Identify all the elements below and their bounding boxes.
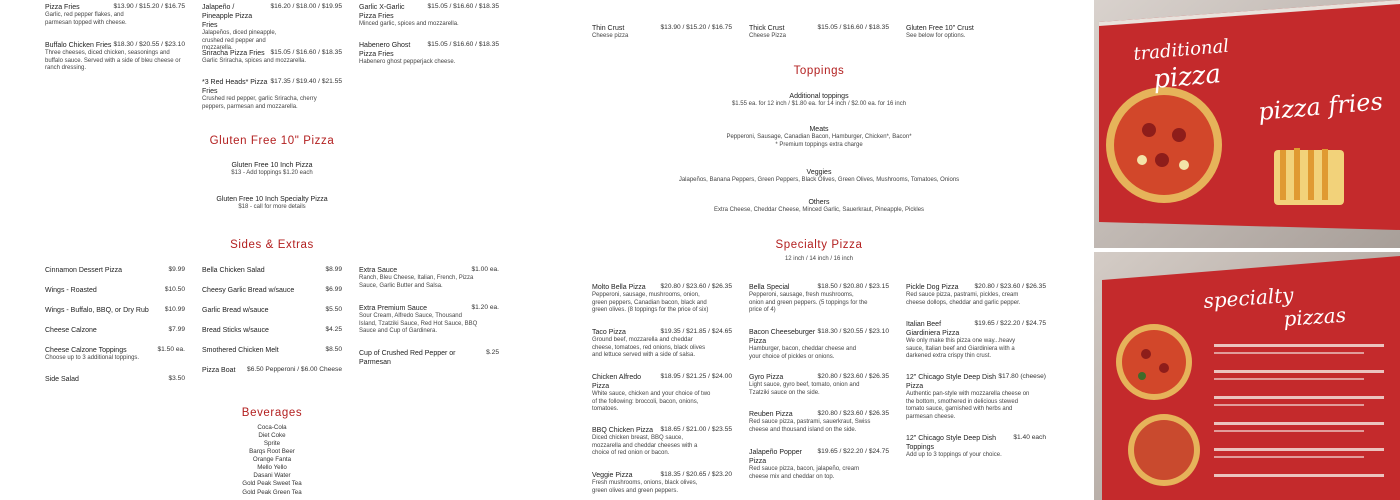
item-price: $15.05 / $16.60 / $18.35 [270, 49, 342, 56]
item-price: $3.50 [168, 375, 185, 382]
menu-item [45, 266, 185, 275]
menu-item [45, 346, 185, 363]
item-price: $15.05 / $16.60 / $18.35 [427, 3, 499, 10]
menu-item [906, 320, 1046, 361]
menu-item [45, 286, 185, 295]
item-name: Garlic X-Garlic Pizza Fries [359, 4, 405, 21]
menu-item [592, 373, 732, 414]
item-desc: Diced chicken breast, BBQ sauce, mozzarella and cheddar cheeses with a choice of red onion or bacon. [592, 435, 698, 457]
item-desc: Sour Cream, Alfredo Sauce, Thousand Island, Tzatziki Sauce, Red Hot Sauce, BBQ Sauce and Cup of Gardinera. [359, 313, 478, 335]
group-desc: Extra Cheese, Cheddar Cheese, Minced Garlic, Sauerkraut, Pineapple, Pickles [713, 207, 925, 214]
item-name: *3 Red Heads* Pizza Fries [202, 79, 268, 96]
item-desc: Choose up to 3 additional toppings. [45, 355, 140, 362]
item-name: Habenero Ghost Pizza Fries [359, 42, 411, 59]
specialty-banner-photo [1094, 252, 1400, 500]
gluten-free-heading: Gluten Free 10" Pizza [209, 135, 335, 147]
menu-item [45, 41, 185, 73]
menu-item [45, 195, 499, 212]
item-desc: Fresh mushrooms, onions, black olives, green olives and green peppers. [592, 480, 698, 494]
item-price: $20.80 / $23.60 / $26.35 [817, 410, 889, 417]
list-item: Barqs Root Beer [249, 448, 295, 456]
item-desc: Ranch, Bleu Cheese, Italian, French, Pizza Sauce, Garlic Butter and Salsa. [359, 275, 474, 289]
menu-item [202, 306, 342, 315]
item-name: Buffalo Chicken Fries [45, 42, 112, 49]
item-price: $8.99 [325, 266, 342, 273]
item-name: Gluten Free 10 Inch Specialty Pizza [216, 196, 328, 203]
menu-item [749, 24, 889, 41]
item-desc: Cheese pizza [592, 33, 629, 40]
menu-item [906, 24, 1046, 41]
item-name: Italian Beef Giardiniera Pizza [906, 321, 960, 338]
item-desc: Three cheeses, diced chicken, seasonings and buffalo sauce. Served with a side of bleu cheese or ranch dressing. [45, 50, 181, 72]
item-desc: Add up to 3 toppings of your choice. [906, 452, 1002, 459]
menu-item [359, 304, 499, 336]
list-item: Diet Coke [258, 432, 286, 440]
item-name: Jalapeño / Pineapple Pizza Fries [202, 4, 253, 30]
list-item: Gold Peak Green Tea [242, 488, 302, 496]
menu-item [359, 266, 499, 290]
toppings-group [592, 198, 1046, 215]
menu-item [202, 49, 342, 66]
item-price: $17.80 (cheese) [998, 373, 1046, 380]
item-desc: Pepperoni, sausage, fresh mushrooms, onion and green peppers. (5 toppings for the price of 4) [749, 292, 868, 314]
item-name: Additional toppings [789, 93, 849, 100]
menu-item [749, 373, 889, 397]
item-name: Extra Premium Sauce [359, 305, 428, 312]
group-name: Meats [809, 126, 829, 133]
additional-toppings [592, 92, 1046, 109]
menu-item [202, 3, 342, 53]
item-price: $7.99 [168, 326, 185, 333]
item-price: $18.30 / $20.55 / $23.10 [817, 328, 889, 335]
menu-item [749, 410, 889, 434]
menu-item [906, 373, 1046, 421]
toppings-group [592, 168, 1046, 185]
item-price: $5.50 [325, 306, 342, 313]
item-price: $.25 [486, 349, 499, 356]
menu-item [45, 3, 185, 27]
item-price: $15.05 / $16.60 / $18.35 [427, 41, 499, 48]
item-price: $18.65 / $21.00 / $23.55 [660, 426, 732, 433]
menu-item [202, 286, 342, 295]
item-name: Smothered Chicken Melt [202, 347, 279, 354]
menu-item [45, 375, 185, 384]
item-price: $19.65 / $22.20 / $24.75 [974, 320, 1046, 327]
item-price: $4.25 [325, 326, 342, 333]
item-desc: Red sauce pizza, pastrami, sauerkraut, Swiss cheese and thousand island on the side. [749, 419, 871, 433]
item-desc: Jalapeños, diced pineapple, crushed red pepper and mozzarella. [202, 30, 277, 52]
item-price: $6.99 [325, 286, 342, 293]
specialty-heading: Specialty Pizza [775, 239, 863, 251]
item-price: $15.05 / $16.60 / $18.35 [817, 24, 889, 31]
banner-text-traditional: traditional [1132, 35, 1230, 65]
item-name: Thin Crust [592, 25, 625, 32]
menu-item [202, 326, 342, 335]
item-desc: Ground beef, mozzarella and cheddar cheese, tomatoes, red onions, black olives and lettuce served with a side of salsa. [592, 337, 706, 359]
menu-item [45, 306, 185, 315]
item-price: $1.00 ea. [471, 266, 499, 273]
menu-item [202, 346, 342, 355]
item-desc: See below for options. [906, 33, 966, 40]
list-item: Orange Fanta [252, 456, 292, 464]
banner-text-pizza: pizza [1151, 59, 1223, 95]
menu-item [592, 328, 732, 360]
item-name: Garlic Bread w/sauce [202, 307, 269, 314]
group-desc: Pepperoni, Sausage, Canadian Bacon, Hamburger, Chicken*, Bacon* [726, 134, 912, 141]
specialty-sizes: 12 inch / 14 inch / 16 inch [784, 256, 854, 262]
item-price: $20.80 / $23.60 / $26.35 [974, 283, 1046, 290]
item-name: Thick Crust [749, 25, 785, 32]
item-name: Jalapeño Popper Pizza [749, 449, 802, 466]
item-name: Gluten Free 10" Crust [906, 25, 974, 32]
item-name: BBQ Chicken Pizza [592, 427, 654, 434]
item-name: Cinnamon Dessert Pizza [45, 267, 123, 274]
item-desc: $18 - call for more details [238, 204, 306, 211]
item-name: Extra Sauce [359, 267, 398, 274]
item-name: Wings - Buffalo, BBQ, or Dry Rub [45, 307, 149, 314]
wall-photo-bottom [1094, 252, 1400, 500]
group-name: Others [808, 199, 830, 206]
item-name: Reuben Pizza [749, 411, 793, 418]
item-desc: Cheese Pizza [749, 33, 787, 40]
menu-item [202, 78, 342, 111]
item-desc: Authentic pan-style with mozzarella cheese on the bottom, smothered in delicious stewed tomato sauce, garnished with herbs and parmesan cheese. [906, 391, 1030, 420]
beverages-heading: Beverages [241, 407, 303, 419]
menu-item [359, 3, 499, 29]
item-name: Bacon Cheeseburger Pizza [749, 329, 816, 346]
item-desc: Garlic Sriracha, spices and mozzarella. [202, 58, 307, 65]
item-name: Gyro Pizza [749, 374, 784, 381]
item-price: $20.80 / $23.60 / $26.35 [817, 373, 889, 380]
item-price: $1.50 ea. [157, 346, 185, 353]
item-price: $18.95 / $21.25 / $24.00 [660, 373, 732, 380]
item-desc: Habenero ghost pepperjack cheese. [359, 59, 456, 66]
item-desc: Red sauce pizza, pastrami, pickles, cream cheese dollops, cheddar and garlic pepper. [906, 292, 1021, 306]
item-name: Gluten Free 10 Inch Pizza [231, 162, 313, 169]
item-price: $16.20 / $18.00 / $19.95 [270, 3, 342, 10]
item-name: Cheesy Garlic Bread w/sauce [202, 287, 295, 294]
menu-item [906, 434, 1046, 460]
item-price: $18.35 / $20.65 / $23.20 [660, 471, 732, 478]
item-name: Pickle Dog Pizza [906, 284, 959, 291]
item-name: 12" Chicago Style Deep Dish Toppings [906, 435, 997, 452]
item-desc: Garlic, red pepper flakes, and parmesan topped with cheese. [45, 12, 127, 26]
item-name: Veggie Pizza [592, 472, 633, 479]
item-desc: We only make this pizza one way...heavy sauce, Italian beef and Giardiniera with a darkened extra crispy thin crust. [906, 338, 1016, 360]
item-desc: Light sauce, gyro beef, tomato, onion and Tzatziki sauce on the side. [749, 382, 860, 396]
list-item: Mello Yello [257, 464, 287, 472]
beverage-list [197, 424, 347, 497]
item-name: Pizza Boat [202, 367, 236, 374]
item-name: Side Salad [45, 376, 79, 383]
item-name: Bella Chicken Salad [202, 267, 265, 274]
item-desc: Hamburger, bacon, cheddar cheese and your choice of pickles or onions. [749, 346, 857, 360]
item-price: $20.80 / $23.60 / $26.35 [660, 283, 732, 290]
item-desc: Pepperoni, sausage, mushrooms, onion, green peppers, Canadian bacon, black and green olives. (8 toppings for the price of six) [592, 292, 709, 314]
item-price: $1.40 each [1013, 434, 1046, 441]
banner-text-pizza-fries: pizza fries [1257, 87, 1384, 126]
item-name: Bella Special [749, 284, 790, 291]
item-price: $9.99 [168, 266, 185, 273]
item-price: $17.35 / $19.40 / $21.55 [270, 78, 342, 85]
group-name: Veggies [806, 169, 832, 176]
menu-item [749, 328, 889, 361]
item-name: Wings - Roasted [45, 287, 97, 294]
banner-text-pizzas: pizzas [1282, 302, 1347, 331]
menu-item [592, 24, 732, 41]
item-price: $8.50 [325, 346, 342, 353]
item-price: $18.50 / $20.80 / $23.15 [817, 283, 889, 290]
item-name: Chicken Alfredo Pizza [592, 374, 642, 391]
item-name: Cheese Calzone Toppings [45, 347, 127, 354]
item-price: $18.30 / $20.55 / $23.10 [113, 41, 185, 48]
item-price: $19.65 / $22.20 / $24.75 [817, 448, 889, 455]
item-name: Taco Pizza [592, 329, 626, 336]
list-item: Gold Peak Sweet Tea [242, 480, 302, 488]
menu-item [592, 283, 732, 315]
item-price: $13.90 / $15.20 / $16.75 [113, 3, 185, 10]
menu-item [592, 426, 732, 458]
item-desc: Minced garlic, spices and mozzarella. [359, 21, 459, 28]
wall-photo-top [1094, 0, 1400, 248]
item-name: Cup of Crushed Red Pepper or Parmesan [359, 350, 456, 367]
menu-item [359, 41, 499, 67]
item-price: $10.50 [164, 286, 185, 293]
item-desc: Red sauce pizza, bacon, jalapeño, cream cheese mix and cheddar on top. [749, 466, 860, 480]
item-name: Sriracha Pizza Fries [202, 50, 265, 57]
menu-item [749, 283, 889, 315]
menu-item [45, 161, 499, 178]
menu-item [749, 448, 889, 481]
item-desc: Crushed red pepper, garlic Sriracha, cherry peppers, parmesan and mozzarella. [202, 96, 317, 110]
item-desc: $1.55 ea. for 12 inch / $1.80 ea. for 14 inch / $2.00 ea. for 16 inch [731, 101, 907, 108]
menu-item [906, 283, 1046, 307]
item-name: 12" Chicago Style Deep Dish Pizza [906, 374, 997, 391]
item-desc: $13 - Add toppings $1.20 each [231, 170, 313, 177]
item-name: Pizza Fries [45, 4, 80, 11]
toppings-group [592, 125, 1046, 149]
list-item: Dasani Water [253, 472, 291, 480]
group-note: * Premium toppings extra charge [775, 141, 863, 148]
menu-item [202, 266, 342, 275]
menu-item [202, 366, 342, 375]
list-item: Coca-Cola [257, 424, 287, 431]
group-desc: Jalapeños, Banana Peppers, Green Peppers, Black Olives, Green Olives, Mushrooms, Tomatoes, Onions [678, 177, 960, 184]
list-item: Sprite [263, 440, 281, 448]
item-price: $10.99 [164, 306, 185, 313]
item-desc: White sauce, chicken and your choice of two of the following: broccoli, bacon, onions, tomatoes. [592, 391, 711, 413]
sides-heading: Sides & Extras [230, 239, 314, 251]
item-name: Molto Bella Pizza [592, 284, 646, 291]
item-name: Bread Sticks w/sauce [202, 327, 269, 334]
toppings-heading: Toppings [793, 65, 845, 77]
item-name: Cheese Calzone [45, 327, 97, 334]
item-price: $1.20 ea. [471, 304, 499, 311]
banner-text-specialty: specialty [1202, 282, 1295, 313]
item-price: $13.90 / $15.20 / $16.75 [660, 24, 732, 31]
menu-item [359, 349, 499, 367]
pizza-banner-photo [1094, 0, 1400, 248]
menu-item [45, 326, 185, 335]
menu-item [592, 471, 732, 495]
item-price: $6.50 Pepperoni / $6.00 Cheese [247, 366, 342, 373]
item-price: $19.35 / $21.85 / $24.65 [660, 328, 732, 335]
